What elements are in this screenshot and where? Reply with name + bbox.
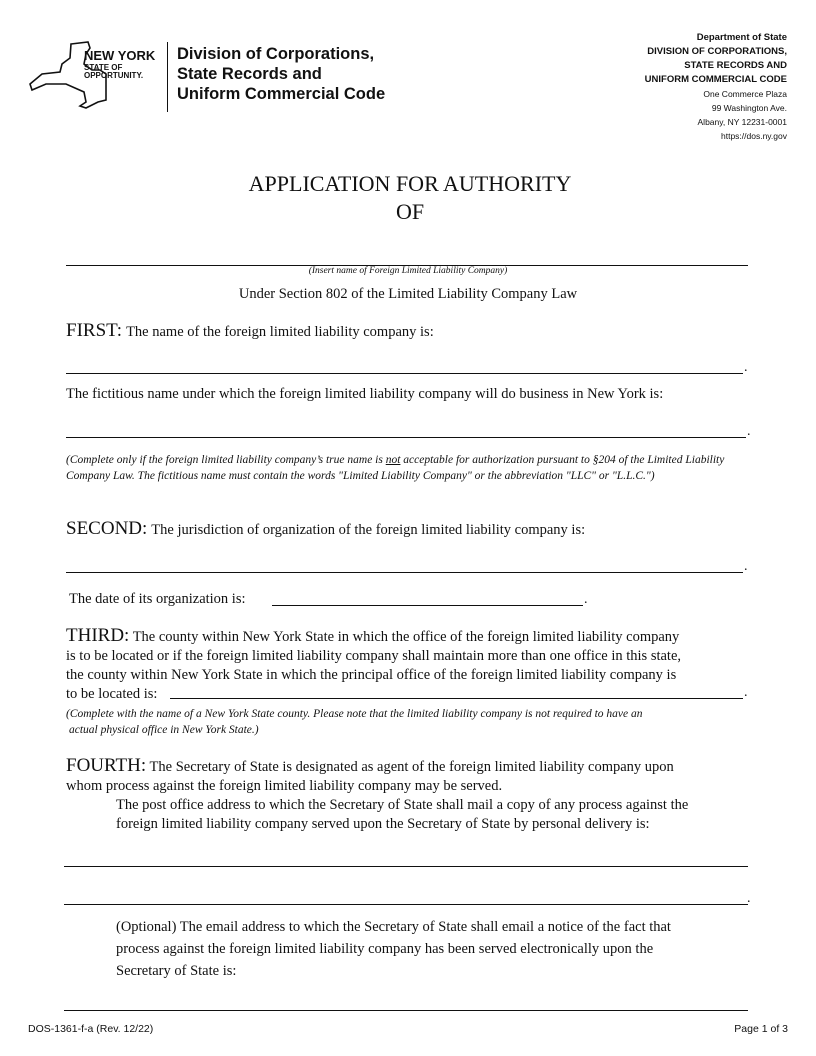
second-text: The jurisdiction of organization of the foreign limited liability company is: xyxy=(151,522,586,538)
fourth-label: FOURTH: xyxy=(66,755,147,776)
logo-state-of: STATE OF xyxy=(84,63,123,72)
county-input[interactable] xyxy=(170,698,743,699)
address-line: STATE RECORDS AND xyxy=(684,60,787,71)
first-section xyxy=(66,320,434,342)
period: . xyxy=(584,592,588,607)
title-line2: OF xyxy=(395,199,425,224)
logo-opportunity: OPPORTUNITY. xyxy=(84,71,144,80)
first-text: The name of the foreign limited liability company is: xyxy=(126,324,434,340)
division-line: Division of Corporations, xyxy=(177,45,375,63)
fourth-text: The Secretary of State is designated as agent of the foreign limited liability company upon xyxy=(149,759,674,775)
note-emphasis: not xyxy=(385,454,401,466)
fictitious-name-input[interactable] xyxy=(66,437,746,438)
address-instruction: The post office address to which the Secretary of State shall mail a copy of any process against the xyxy=(116,797,689,813)
organization-date-input[interactable] xyxy=(272,605,583,606)
period: . xyxy=(747,424,751,439)
third-text: is to be located or if the foreign limited liability company shall maintain more than one office in this state, xyxy=(66,648,682,664)
division-line: Uniform Commercial Code xyxy=(177,85,386,103)
first-label: FIRST: xyxy=(66,320,123,341)
division-line: State Records and xyxy=(177,65,322,83)
third-text: the county within New York State in which the principal office of the foreign limited liability company is xyxy=(66,667,677,683)
subtitle: Under Section 802 of the Limited Liability Company Law xyxy=(238,286,578,302)
optional-line: Secretary of State is: xyxy=(116,963,237,979)
page-title xyxy=(0,170,816,226)
note-text: acceptable for authorization pursuant to §204 of the Limited Liability Company Law. The fictitious name must contain the words "Limited Liability Company" or the abbreviation "LLC" or "L.L.C.") xyxy=(66,454,725,482)
company-name-input[interactable] xyxy=(66,373,743,374)
address-instruction: foreign limited liability company served upon the Secretary of State by personal delivery is: xyxy=(116,816,650,832)
optional-line: process against the foreign limited liability company has been served electronically upon the xyxy=(116,941,654,957)
logo-ny-text: NEW YORK xyxy=(84,48,156,63)
fictitious-name-note xyxy=(66,452,756,484)
period: . xyxy=(744,360,748,375)
fourth-text: whom process against the foreign limited liability company may be served. xyxy=(66,778,503,794)
second-label: SECOND: xyxy=(66,518,148,539)
ny-state-logo xyxy=(26,36,386,116)
logo-divider xyxy=(167,42,168,112)
address-line: Albany, NY 12231-0001 xyxy=(697,117,787,127)
period: . xyxy=(747,891,751,906)
address-line: Department of State xyxy=(696,32,787,43)
address-line: 99 Washington Ave. xyxy=(711,103,787,113)
jurisdiction-input[interactable] xyxy=(66,572,743,573)
note-line: actual physical office in New York State.) xyxy=(69,724,259,736)
email-input[interactable] xyxy=(64,1010,748,1011)
third-label: THIRD: xyxy=(66,625,130,646)
address-line: UNIFORM COMMERCIAL CODE xyxy=(644,74,787,85)
page-number: Page 1 of 3 xyxy=(734,1023,788,1035)
post-office-address-input-1[interactable] xyxy=(64,866,748,867)
title-line1: APPLICATION FOR AUTHORITY xyxy=(248,171,572,196)
period: . xyxy=(744,559,748,574)
website-link[interactable]: https://dos.ny.gov xyxy=(721,131,787,141)
address-line: DIVISION OF CORPORATIONS, xyxy=(647,46,787,57)
date-label: The date of its organization is: xyxy=(69,591,246,607)
agency-address xyxy=(645,31,787,143)
division-name xyxy=(177,44,385,104)
address-line: One Commerce Plaza xyxy=(703,89,787,99)
note-line: (Complete with the name of a New York State county. Please note that the limited liability company is not required to have an xyxy=(66,708,643,720)
county-label: to be located is: xyxy=(66,686,158,702)
fourth-section xyxy=(66,756,766,834)
period: . xyxy=(744,685,748,700)
form-id: DOS-1361-f-a (Rev. 12/22) xyxy=(28,1023,154,1035)
fictitious-name-label: The fictitious name under which the foreign limited liability company will do business in New York is: xyxy=(66,386,664,402)
second-section xyxy=(66,518,585,540)
optional-email-text xyxy=(116,916,671,982)
note-text: (Complete only if the foreign limited liability company’s true name is xyxy=(66,454,386,466)
county-note xyxy=(66,706,643,738)
optional-line: (Optional) The email address to which the Secretary of State shall email a notice of the fact that xyxy=(116,919,671,935)
post-office-address-input-2[interactable] xyxy=(64,904,748,905)
third-section xyxy=(66,626,756,704)
name-caption: (Insert name of Foreign Limited Liability Company) xyxy=(308,266,508,276)
third-text: The county within New York State in which the office of the foreign limited liability company xyxy=(132,629,680,645)
